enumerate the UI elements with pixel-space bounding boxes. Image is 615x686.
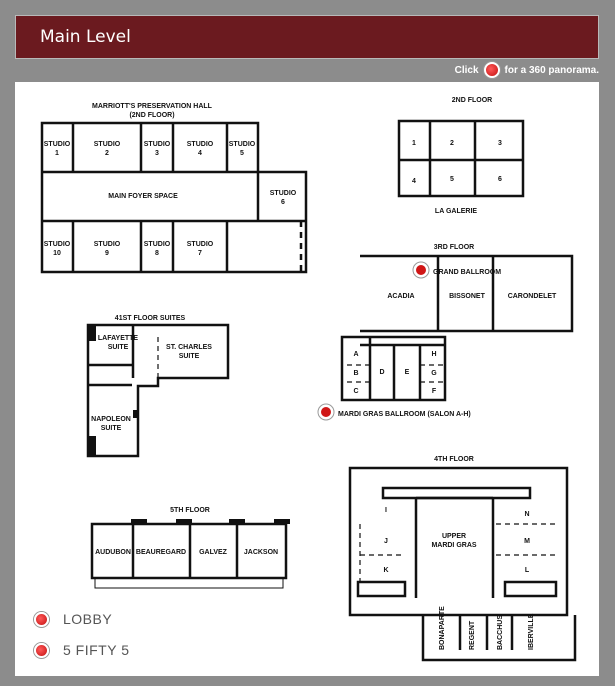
lobby-label[interactable]: LOBBY: [63, 611, 113, 627]
studio-1-label: STUDIO: [43, 141, 71, 148]
studio-7-label: STUDIO: [186, 241, 214, 248]
salon-h: H: [431, 351, 437, 358]
third-floor-title: 3RD FLOOR: [433, 244, 475, 251]
main-foyer-label: MAIN FOYER SPACE: [108, 193, 178, 200]
galvez-label: GALVEZ: [199, 549, 227, 556]
salon-e: E: [404, 369, 410, 376]
galerie-room-4: 4: [412, 178, 416, 185]
acadia-label: ACADIA: [387, 293, 415, 300]
salon-c: C: [353, 388, 359, 395]
galerie-room-5: 5: [450, 176, 454, 183]
upper-label: UPPER: [441, 533, 467, 540]
room-m: M: [524, 538, 530, 545]
room-i: I: [385, 507, 387, 514]
iberville-label: IBERVILLE: [528, 613, 535, 650]
studio-8-number: 8: [155, 250, 159, 257]
studio-3-number: 3: [155, 150, 159, 157]
bonaparte-label: BONAPARTE: [439, 606, 446, 650]
studio-1-number: 1: [55, 150, 59, 157]
room-j: J: [384, 538, 388, 545]
second-floor-title: 2ND FLOOR: [451, 97, 493, 104]
panorama-marker-icon: [484, 62, 500, 78]
salon-a: A: [353, 351, 359, 358]
preservation-subtitle: (2ND FLOOR): [129, 112, 175, 119]
st-charles-label: ST. CHARLES: [166, 344, 212, 351]
studio-5-label: STUDIO: [228, 141, 256, 148]
mardi-gras-marker-icon[interactable]: [320, 406, 332, 418]
studio-10-label: STUDIO: [43, 241, 71, 248]
page-header: [15, 15, 599, 59]
galerie-room-3: 3: [498, 140, 502, 147]
lafayette-label: LAFAYETTE: [97, 335, 139, 342]
studio-5-number: 5: [240, 150, 244, 157]
hint-text-after: for a 360 panorama.: [504, 64, 599, 76]
floor-plan-diagram: [15, 82, 599, 676]
fifty-five-label[interactable]: 5 FIFTY 5: [63, 642, 130, 658]
st-charles-suite: SUITE: [178, 353, 200, 360]
preservation-title: MARRIOTT'S PRESERVATION HALL: [92, 103, 212, 110]
studio-9-label: STUDIO: [93, 241, 121, 248]
legend-5-fifty-5[interactable]: [34, 642, 129, 658]
salon-f: F: [431, 388, 437, 395]
audubon-label: AUDUBON: [95, 549, 131, 556]
galerie-room-2: 2: [450, 140, 454, 147]
studio-10-number: 10: [53, 250, 61, 257]
studio-4-number: 4: [198, 150, 202, 157]
studio-4-label: STUDIO: [186, 141, 214, 148]
room-l: L: [524, 567, 530, 574]
bissonet-label: BISSONET: [449, 293, 485, 300]
legend-lobby[interactable]: [34, 611, 112, 627]
room-n: N: [524, 511, 530, 518]
napoleon-label: NAPOLEON: [91, 416, 131, 423]
fifth-floor-title: 5TH FLOOR: [170, 507, 210, 514]
studio-2-number: 2: [105, 150, 109, 157]
mardi-gras-ballroom-label: MARDI GRAS BALLROOM (SALON A-H): [338, 411, 471, 418]
beauregard-label: BEAUREGARD: [135, 549, 187, 556]
la-galerie-label: LA GALERIE: [434, 208, 478, 215]
salon-b: B: [353, 370, 359, 377]
studio-6-number: 6: [281, 199, 285, 206]
carondelet-label: CARONDELET: [507, 293, 557, 300]
suites-title: 41ST FLOOR SUITES: [114, 315, 186, 322]
napoleon-suite: SUITE: [100, 425, 122, 432]
room-k: K: [383, 567, 389, 574]
salon-d: D: [379, 369, 385, 376]
jackson-label: JACKSON: [243, 549, 279, 556]
panorama-hint: [455, 62, 599, 78]
page-title: Main Level: [40, 27, 131, 47]
lobby-marker-icon[interactable]: [34, 612, 49, 627]
studio-8-label: STUDIO: [143, 241, 171, 248]
grand-ballroom-marker-icon[interactable]: [415, 264, 427, 276]
studio-2-label: STUDIO: [93, 141, 121, 148]
floor-plan-panel: [15, 82, 599, 676]
salon-g: G: [431, 370, 437, 377]
studio-6-label: STUDIO: [269, 190, 297, 197]
fourth-floor-title: 4TH FLOOR: [434, 456, 474, 463]
fifty-five-marker-icon[interactable]: [34, 643, 49, 658]
regent-label: REGENT: [469, 620, 476, 650]
studio-7-number: 7: [198, 250, 202, 257]
mardi-gras-label: MARDI GRAS: [431, 542, 477, 549]
galerie-room-6: 6: [498, 176, 502, 183]
galerie-room-1: 1: [412, 140, 416, 147]
lafayette-suite: SUITE: [107, 344, 129, 351]
grand-ballroom-label: GRAND BALLROOM: [433, 269, 502, 276]
studio-3-label: STUDIO: [143, 141, 171, 148]
bacchus-label: BACCHUS: [497, 615, 504, 650]
hint-text-before: Click: [454, 64, 479, 76]
studio-9-number: 9: [105, 250, 109, 257]
